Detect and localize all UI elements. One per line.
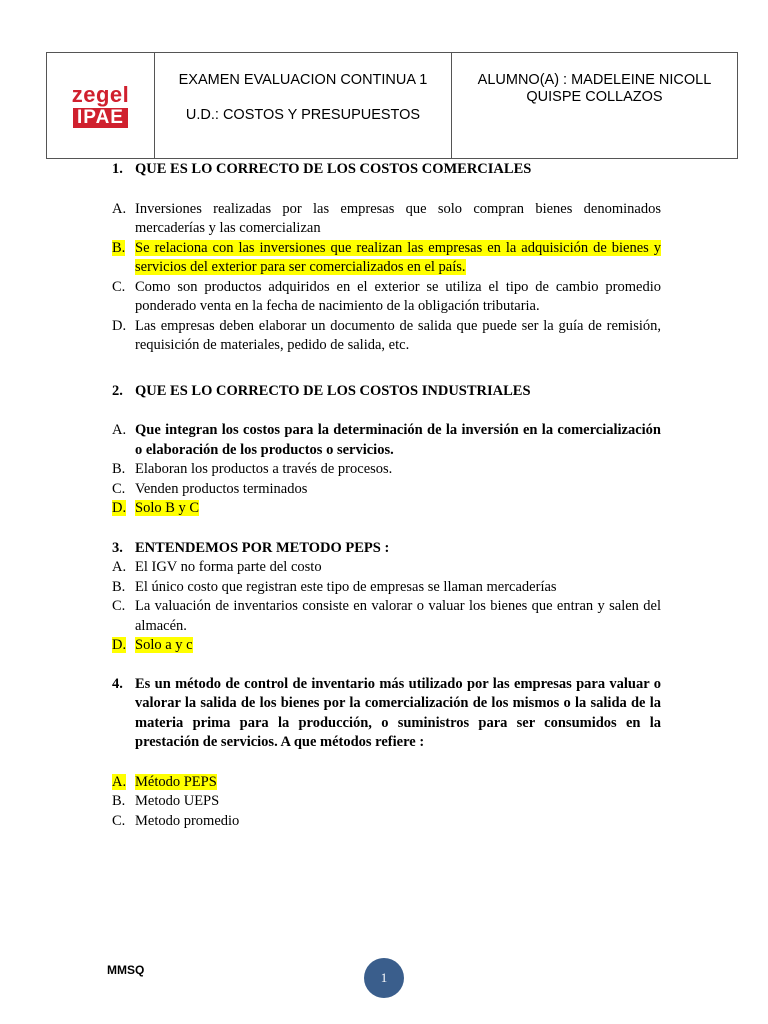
exam-info — [155, 53, 452, 158]
option-2a[interactable]: A. Que integran los costos para la determinación de la inversión en la comercialización o elaboración de los productos o servicios. — [112, 422, 661, 458]
option-1c[interactable]: C. Como son productos adquiridos en el exterior se utiliza el tipo de cambio promedio ponderado venta en la fecha de nacimiento de la obligación tributaria. — [112, 278, 661, 314]
question-3 — [112, 539, 661, 559]
option-3d-selected[interactable]: D. Solo a y c — [112, 637, 193, 653]
question-number: 2. — [112, 382, 123, 399]
question-1 — [112, 160, 661, 180]
option-4b[interactable]: B. Metodo UEPS — [112, 793, 220, 809]
option-2b[interactable]: B. Elaboran los productos a través de procesos. — [112, 461, 393, 477]
option-3b[interactable]: B. El único costo que registran este tipo de empresas se llaman mercaderías — [112, 578, 557, 595]
logo-ipae-text: IPAE — [73, 108, 128, 128]
logo-zegel-text: zegel — [71, 81, 130, 107]
option-4a-selected[interactable]: A. Método PEPS — [112, 773, 217, 790]
option-3c[interactable]: C. La valuación de inventarios consiste en valorar o valuar los bienes que entran y salen del almacén. — [112, 598, 661, 634]
option-1d[interactable]: D. Las empresas deben elaborar un documento de salida que puede ser la guía de remisión, requisición de materiales, pedido de salida, etc. — [112, 317, 661, 353]
option-4c[interactable]: C. Metodo promedio — [112, 812, 240, 829]
option-1a[interactable]: A. Inversiones realizadas por las empresas que solo compran bienes denominados mercaderías y las comercializan — [112, 200, 661, 236]
unit-title: U.D.: COSTOS Y PRESUPUESTOS — [185, 107, 421, 123]
question-text: Es un método de control de inventario más utilizado por las empresas para valuar o valorar la salida de los bienes por la comercialización de los mismos o la salida de la materia prima para la producción, o suministros para ser consumidos en la prestación de servicios. A que métodos refiere : — [135, 675, 661, 750]
option-3a[interactable]: A. El IGV no forma parte del costo — [112, 559, 322, 575]
question-number: 4. — [112, 675, 123, 692]
option-1b-selected[interactable]: B. Se relaciona con las inversiones que realizan las empresas en la adquisición de bienes y servicios del exterior para ser comercializados en el país. — [112, 239, 661, 275]
footer-initials: MMSQ — [107, 963, 145, 977]
option-2d-selected[interactable]: D. Solo B y C — [112, 500, 200, 516]
question-text: QUE ES LO CORRECTO DE LOS COSTOS COMERCIALES — [135, 161, 532, 177]
question-text: QUE ES LO CORRECTO DE LOS COSTOS INDUSTRIALES — [135, 382, 531, 399]
header-table — [46, 52, 738, 159]
page-number-badge: 1 — [364, 958, 404, 998]
question-number: 3. — [112, 539, 123, 556]
question-2 — [112, 382, 661, 402]
exam-content — [112, 160, 661, 831]
question-4 — [112, 675, 661, 753]
question-text: ENTENDEMOS POR METODO PEPS : — [135, 539, 390, 556]
logo — [47, 53, 155, 158]
exam-title: EXAMEN EVALUACION CONTINUA 1 — [178, 72, 428, 88]
option-2c[interactable]: C. Venden productos terminados — [112, 480, 308, 497]
question-number: 1. — [112, 161, 123, 177]
student-name: ALUMNO(A) : MADELEINE NICOLL QUISPE COLLAZOS — [477, 72, 712, 105]
